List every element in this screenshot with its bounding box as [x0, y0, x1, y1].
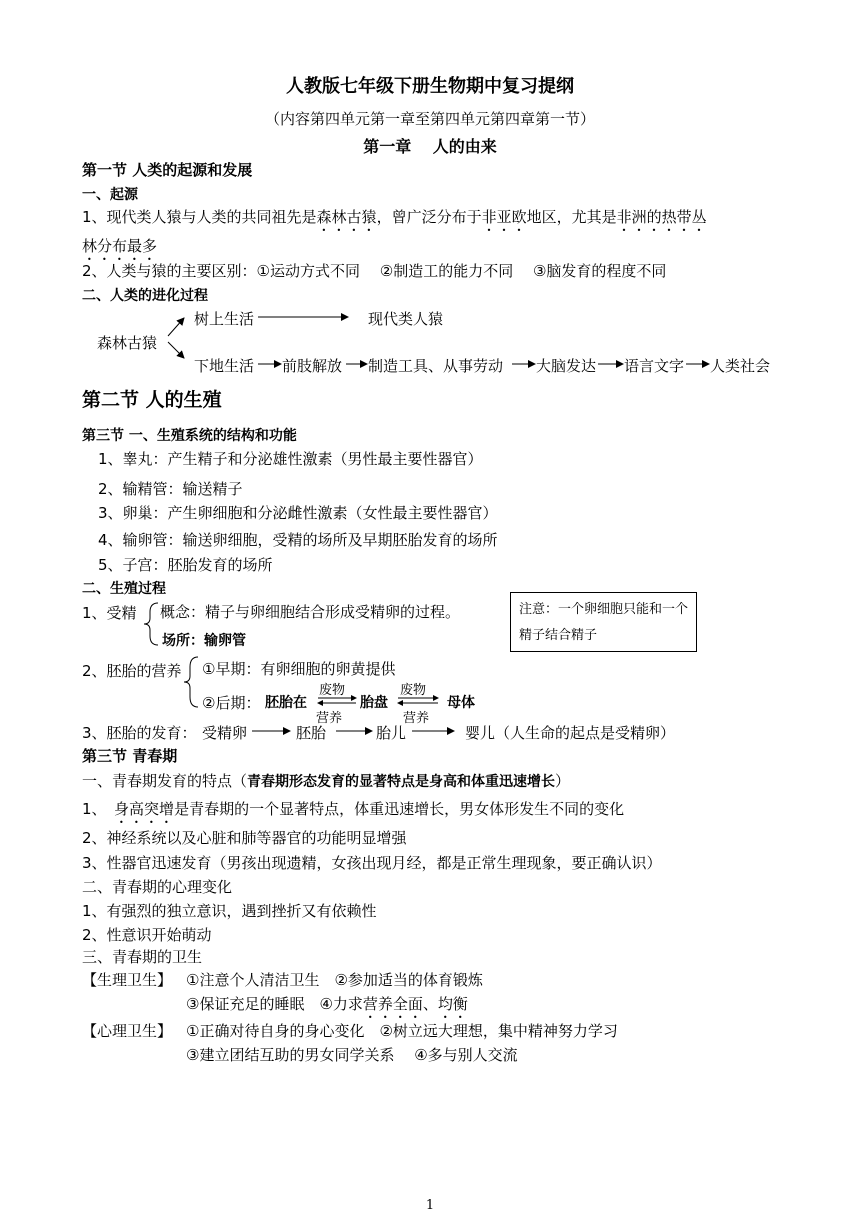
nutrition-placenta: 胎盘 [360, 695, 388, 711]
hygiene-heading: 三、青春期的卫生 [82, 948, 203, 966]
evolution-step-5: 语言文字 [624, 357, 685, 375]
fertilization-brace [144, 603, 158, 645]
evolution-step-2: 前肢解放 [282, 357, 343, 375]
evolution-step-1: 下地生活 [194, 357, 255, 375]
difference-paragraph: 2、人类与猿的主要区别：①运动方式不同 ②制造工的能力不同 ③脑发育的程度不同 [82, 262, 667, 280]
nutrition-fetus: 胚胎在 [265, 695, 307, 711]
puberty-item-1: 1、 身高突增是青春期的一个显著特点，体重迅速增长，男女体形发生不同的变化 [82, 800, 625, 818]
puberty-item-3: 3、性器官迅速发育（男孩出现遗精，女孩出现月经，都是正常生理现象，要正确认识） [82, 854, 662, 872]
development-label: 3、胚胎的发育： [82, 724, 197, 742]
development-step-2: 胚胎 [296, 724, 327, 742]
puberty-features-heading: 一、青春期发育的特点（青春期形态发育的显著特点是身高和体重迅速增长） [82, 772, 571, 790]
organ-item-5: 5、子宫：胚胎发育的场所 [98, 556, 273, 574]
evolution-root: 森林古猿 [97, 334, 158, 352]
psychology-heading: 二、青春期的心理变化 [82, 878, 233, 896]
page-subtitle: （内容第四单元第一章至第四单元第四章第一节） [264, 110, 595, 128]
mental-hygiene-label: 【心理卫生】 [82, 1022, 173, 1040]
nutrient-label-1: 营养 [316, 711, 343, 726]
section-2-heading-structure: 第三节 一、生殖系统的结构和功能 [82, 428, 297, 444]
section-3-title: 第三节 青春期 [82, 747, 178, 765]
mental-hygiene-line1: ①正确对待自身的身心变化 ②树立远大理想，集中精神努力学习 [186, 1022, 618, 1040]
fertilization-label: 1、受精 [82, 604, 137, 622]
puberty-item-2: 2、神经系统以及心脏和肺等器官的功能明显增强 [82, 829, 407, 847]
section-1-heading-evolution: 二、人类的进化过程 [82, 288, 208, 304]
development-step-3: 胎儿 [376, 724, 407, 742]
evolution-step-3: 制造工具、从事劳动 [368, 357, 504, 375]
nutrition-brace [184, 657, 198, 707]
nutrient-label-2: 营养 [403, 711, 430, 726]
organ-item-1: 1、睾丸：产生精子和分泌雄性激素（男性最主要性器官） [98, 450, 483, 468]
chapter-title: 第一章 人的由来 [363, 137, 497, 156]
nutrition-late-label: ②后期： [202, 694, 261, 712]
evolution-upper-end: 现代类人猿 [368, 310, 444, 328]
page-title: 人教版七年级下册生物期中复习提纲 [286, 76, 574, 97]
section-2-title: 第二节 人的生殖 [82, 389, 222, 411]
page-number: 1 [425, 1198, 435, 1213]
section-1-title: 第一节 人类的起源和发展 [82, 161, 253, 179]
development-step-1: 受精卵 [202, 724, 248, 742]
nutrition-early: ①早期：有卵细胞的卵黄提供 [202, 660, 396, 678]
section-2-heading-process: 二、生殖过程 [82, 581, 166, 597]
physical-hygiene-line2: ③保证充足的睡眠 ④力求营养全面、均衡 [186, 995, 468, 1013]
evolution-step-6: 人类社会 [710, 357, 771, 375]
psychology-item-1: 1、有强烈的独立意识，遇到挫折又有依赖性 [82, 902, 377, 920]
origin-paragraph-line2: 林分布最多 [82, 237, 158, 255]
fertilization-place: 场所：输卵管 [162, 633, 246, 649]
waste-label-1: 废物 [319, 683, 346, 698]
nutrition-label: 2、胚胎的营养 [82, 662, 182, 680]
mental-hygiene-line2: ③建立团结互助的男女同学关系 ④多与别人交流 [186, 1046, 518, 1064]
fertilization-concept: 概念：精子与卵细胞结合形成受精卵的过程。 [160, 603, 461, 621]
development-step-4: 婴儿（人生命的起点是受精卵） [465, 724, 676, 742]
evolution-step-4: 大脑发达 [536, 357, 597, 375]
physical-hygiene-line1: ①注意个人清洁卫生 ②参加适当的体育锻炼 [186, 971, 483, 989]
section-1-heading-origin: 一、起源 [82, 187, 138, 203]
origin-paragraph-line1: 1、现代类人猿与人类的共同祖先是森林古猿，曾广泛分布于非亚欧地区，尤其是非洲的热带丛 [82, 208, 707, 226]
psychology-item-2: 2、性意识开始萌动 [82, 926, 212, 944]
waste-label-2: 废物 [400, 683, 427, 698]
organ-item-3: 3、卵巢：产生卵细胞和分泌雌性激素（女性最主要性器官） [98, 504, 498, 522]
evolution-arrows [168, 317, 709, 364]
organ-item-4: 4、输卵管：输送卵细胞，受精的场所及早期胚胎发育的场所 [98, 531, 498, 549]
evolution-upper-start: 树上生活 [194, 310, 255, 328]
note-box: 注意：一个卵细胞只能和一个精子结合精子 [510, 592, 697, 652]
physical-hygiene-label: 【生理卫生】 [82, 971, 173, 989]
organ-item-2: 2、输精管：输送精子 [98, 480, 243, 498]
nutrition-mother: 母体 [447, 695, 475, 711]
